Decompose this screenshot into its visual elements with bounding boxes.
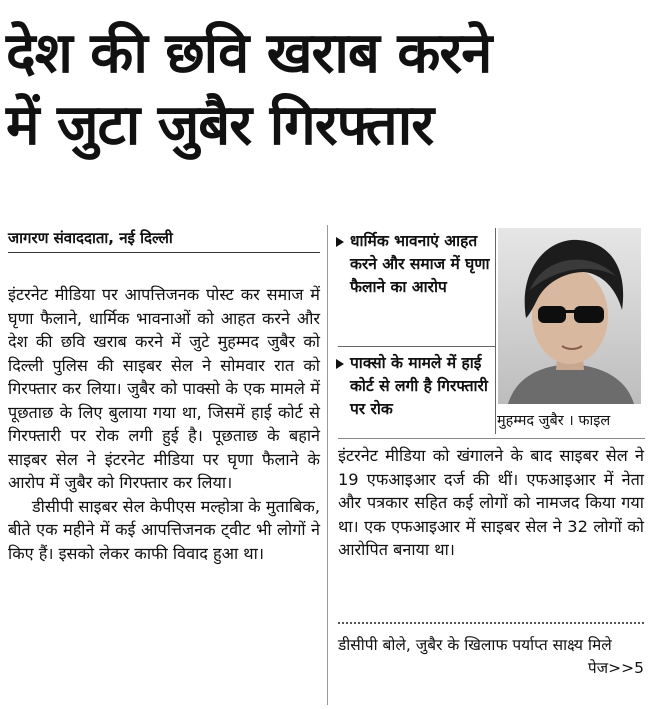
footer-teaser-text: डीसीपी बोले, जुबैर के खिलाफ पर्याप्त साक्ष्य मिले [338,636,612,654]
triangle-bullet-icon [336,359,344,369]
right-paragraph-1: इंटरनेट मीडिया को खंगालने के बाद साइबर सेल ने 19 एफआइआर दर्ज की थीं। एफआइआर में नेता और पत्रकार सहित कई लोगों को नामजद किया गया था। एक एफआइआर में साइबर सेल ने 32 लोगों को आरोपित बनाया था। [338,446,644,559]
dotted-separator [338,622,644,624]
footer-teaser [338,634,644,677]
pull-quote-1 [338,230,498,299]
photo-caption: मुहम्मद जुबैर । फाइल [497,413,611,429]
left-paragraph-1: इंटरनेट मीडिया पर आपत्तिजनक पोस्ट कर समाज में घृणा फैलाने, धार्मिक भावनाओं को आहत करने और देश की छवि खराब करने में जुटे मुहम्मद जुबैर को दिल्ली पुलिस की साइबर सेल ने सोमवार रात को गिरफ्तार कर लिया। जुबैर को पाक्सो के एक मामले में पूछताछ के लिए बुलाया गया था, जिसमें हाई कोर्ट से गिरफ्तारी पर रोक लगी हुई है। पूछताछ के बहाने साइबर सेल ने इंटरनेट मीडिया पर घृणा फैलाने के आरोप में जुबैर को गिरफ्तार कर लिया। [8,285,320,492]
pull-quote-2-text: पाक्सो के मामले में हाई कोर्ट से लगी है गिरफ्तारी पर रोक [350,354,488,418]
pull-quote-1-text: धार्मिक भावनाएं आहत करने और समाज में घृणा फैलाने का आरोप [350,232,490,296]
portrait-photo [498,228,641,404]
left-paragraph-2: डीसीपी साइबर सेल केपीएस मल्होत्रा के मुताबिक, बीते एक महीने में कई आपत्तिजनक ट्वीट भी लोगों ने किए हैं। इसको लेकर काफी विवाद हुआ था। [8,496,320,563]
headline [6,18,666,162]
page-reference: पेज>>5 [587,659,644,677]
photo-border-line [495,228,496,434]
left-column [8,283,320,565]
caption-rule [338,438,645,439]
right-column [338,444,644,562]
portrait-image [498,228,641,404]
headline-line-1: देश की छवि खराब करने [6,21,492,86]
triangle-bullet-icon [336,237,344,247]
byline: जागरण संवाददाता, नई दिल्ली [8,228,320,253]
headline-line-2: में जुटा जुबैर गिरफ्तार [6,93,434,158]
pull-quote-2 [338,352,498,421]
pull-quote-separator [338,346,495,347]
column-divider [327,225,328,705]
